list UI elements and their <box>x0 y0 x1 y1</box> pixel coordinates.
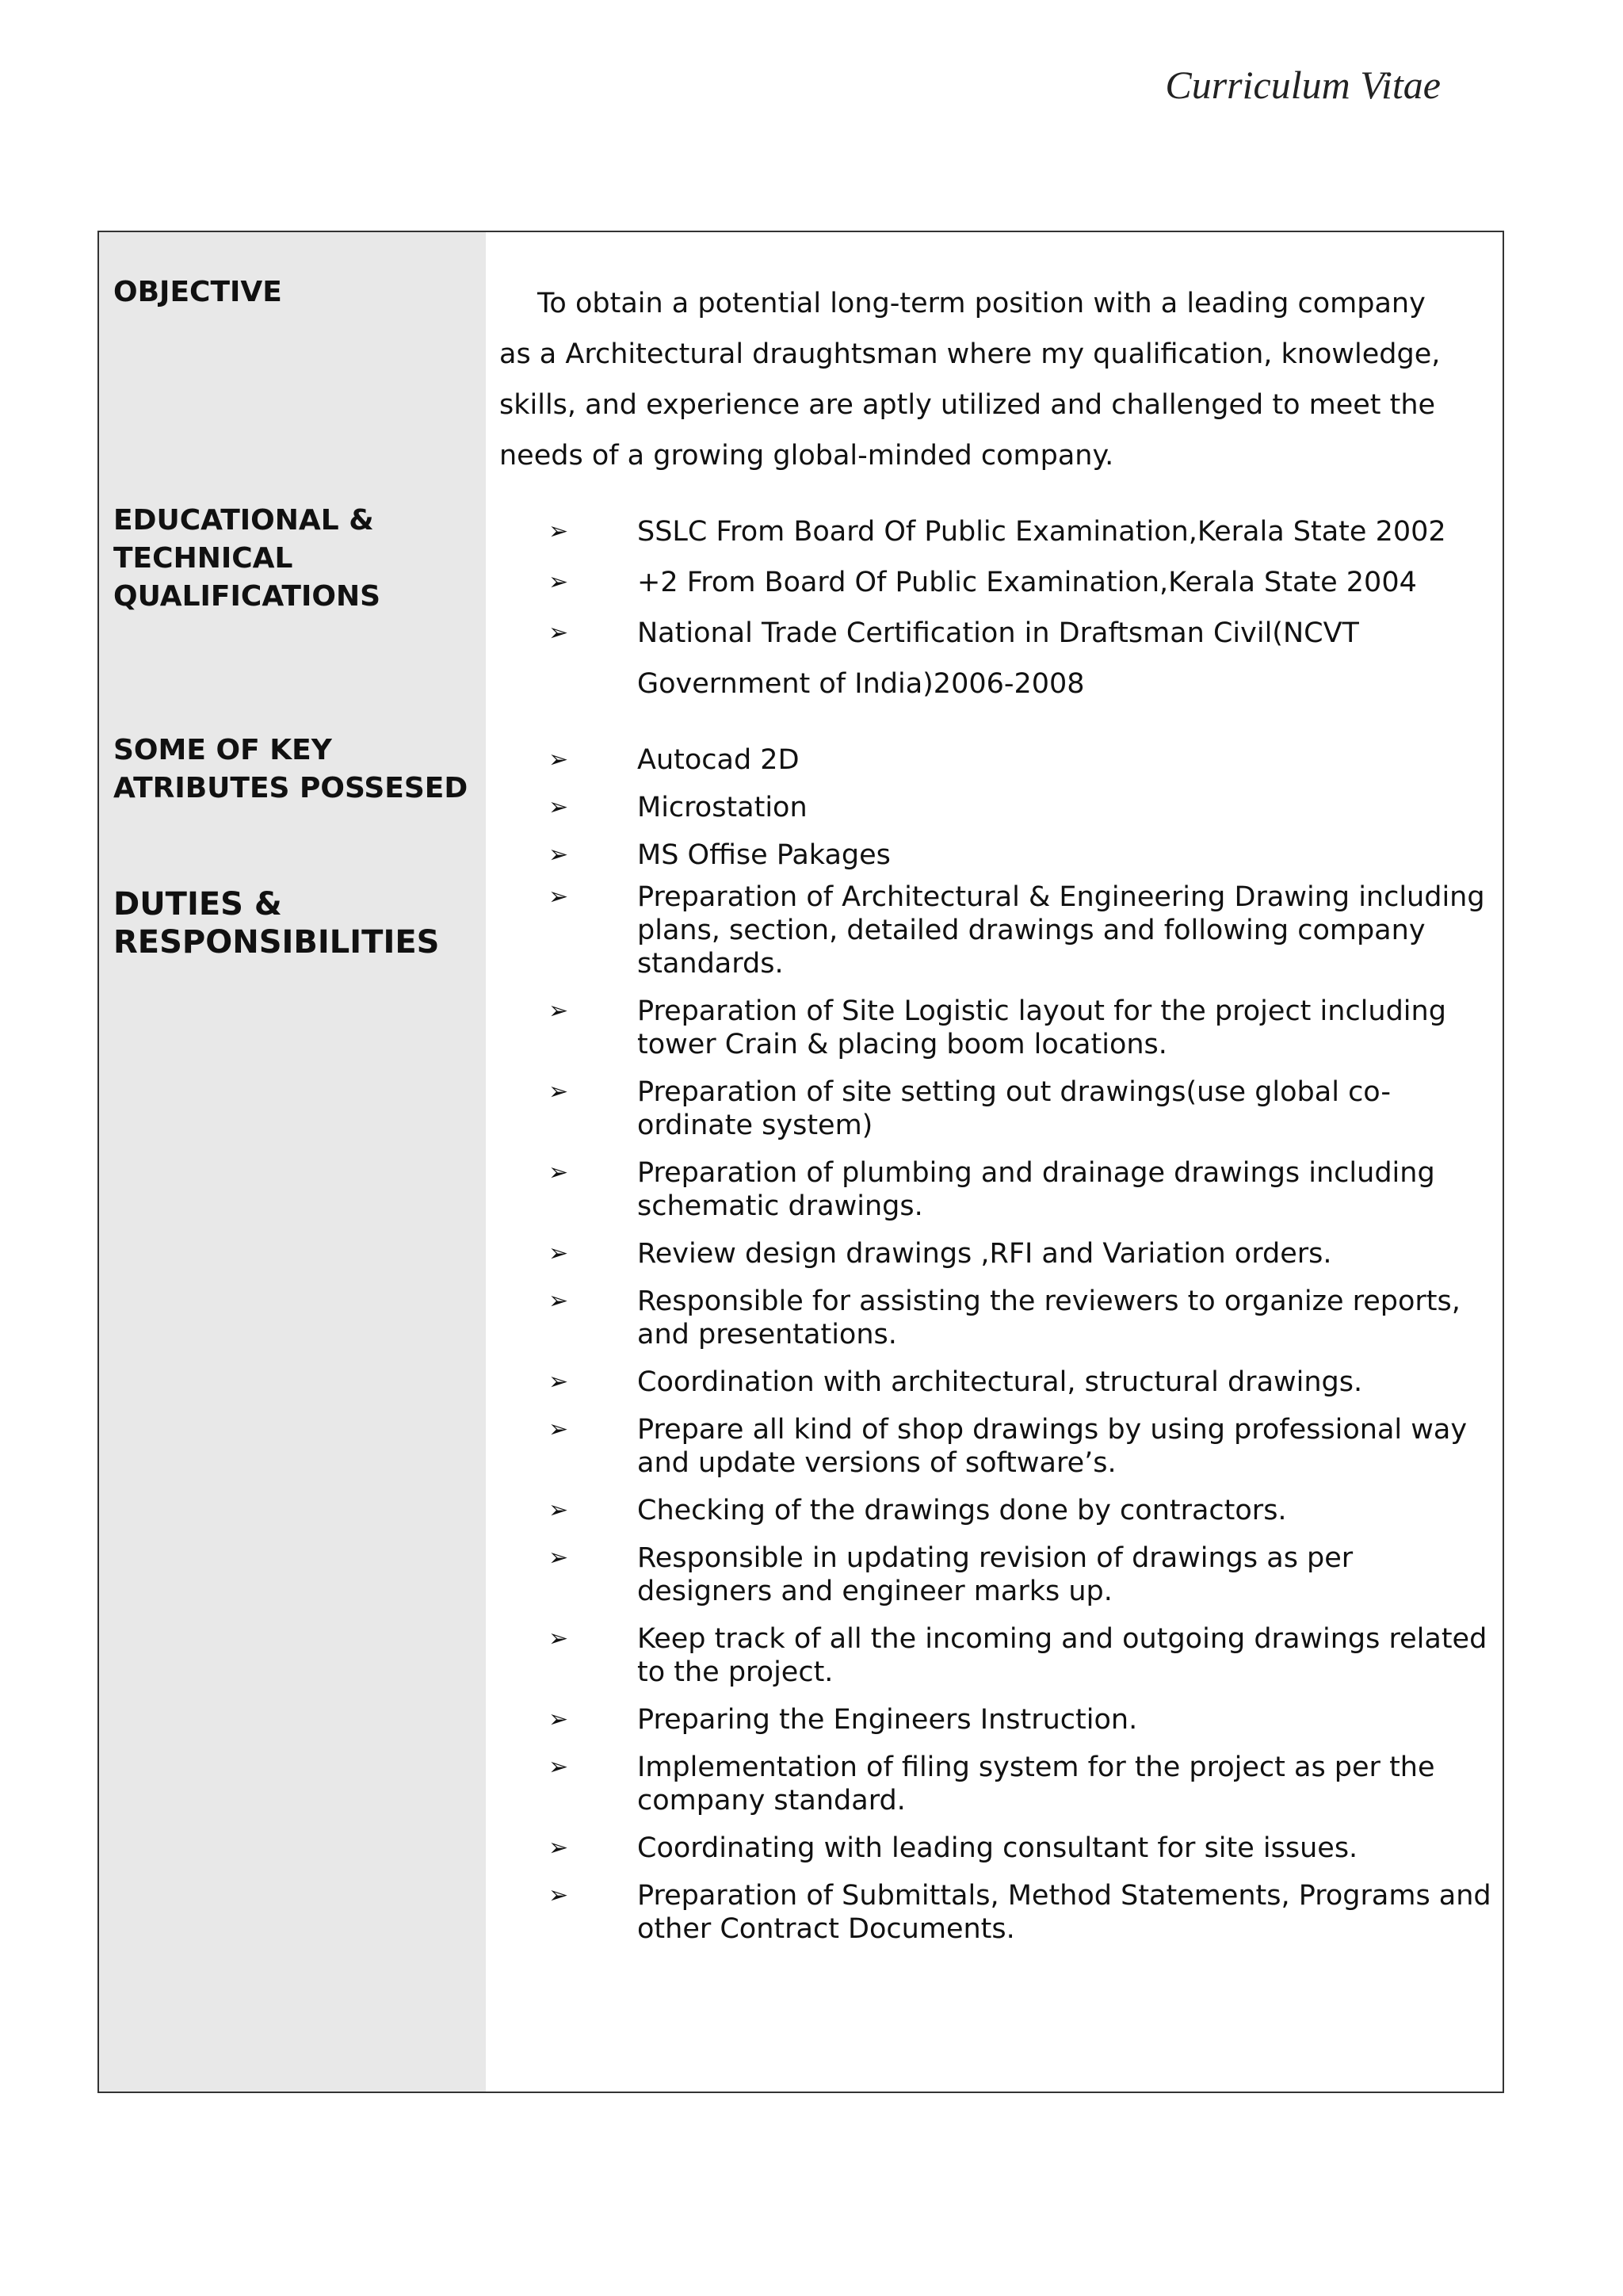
arrow-bullet-icon: ➢ <box>548 1881 569 1909</box>
list-item: ➢ Keep track of all the incoming and outgoing drawings related to the project. <box>548 1623 1487 1688</box>
arrow-bullet-icon: ➢ <box>548 1415 569 1443</box>
duties-heading-line: DUTIES & <box>113 886 282 923</box>
list-item: ➢ Prepare all kind of shop drawings by using professional way and update versions of software’s. <box>548 1414 1468 1479</box>
list-item: ➢ Microstation <box>548 784 1491 831</box>
list-item: ➢ Preparation of site setting out drawings(use global co-ordinate system) <box>548 1076 1391 1141</box>
objective-heading: OBJECTIVE <box>113 276 282 308</box>
cv-table <box>97 231 1504 2093</box>
list-item: ➢ Coordinating with leading consultant for site issues. <box>548 1832 1358 1864</box>
list-item: ➢ +2 From Board Of Public Examination,Kerala State 2004 <box>548 557 1491 608</box>
list-item: ➢ Preparation of plumbing and drainage drawings including schematic drawings. <box>548 1157 1435 1222</box>
list-item: ➢ Implementation of filing system for the project as per the company standard. <box>548 1752 1435 1817</box>
attributes-heading-line: ATRIBUTES POSSESED <box>113 772 468 804</box>
list-item: ➢ Autocad 2D <box>548 736 1491 784</box>
list-item: ➢ Responsible in updating revision of drawings as per designers and engineer marks up. <box>548 1542 1354 1607</box>
arrow-bullet-icon: ➢ <box>548 1834 569 1862</box>
education-list <box>548 506 1491 709</box>
list-item: ➢ Checking of the drawings done by contractors. <box>548 1495 1287 1526</box>
list-item: ➢ MS Offise Pakages <box>548 831 1491 879</box>
education-heading-line: TECHNICAL <box>113 542 293 575</box>
arrow-bullet-icon: ➢ <box>548 1368 569 1396</box>
attributes-heading-line: SOME OF KEY <box>113 734 332 766</box>
list-item: ➢ Responsible for assisting the reviewers to organize reports, and presentations. <box>548 1286 1461 1350</box>
education-heading-line: QUALIFICATIONS <box>113 580 381 613</box>
page-header-title: Curriculum Vitae <box>1165 63 1441 107</box>
arrow-bullet-icon: ➢ <box>548 746 569 774</box>
education-heading <box>113 502 380 616</box>
arrow-bullet-icon: ➢ <box>548 1706 569 1733</box>
arrow-bullet-icon: ➢ <box>548 883 569 911</box>
list-item: ➢ Preparation of Architectural & Engineering Drawing including plans, section, detailed drawings and following company standards. <box>548 881 1485 980</box>
list-item: ➢ National Trade Certification in Draftsman Civil(NCVT Government of India)2006-2008 <box>548 608 1491 709</box>
list-item: ➢ Preparation of Submittals, Method Statements, Programs and other Contract Documents. <box>548 1880 1491 1945</box>
education-heading-line: EDUCATIONAL & <box>113 504 374 537</box>
arrow-bullet-icon: ➢ <box>548 1078 569 1106</box>
list-item: ➢ Preparation of Site Logistic layout for the project including tower Crain & placing boom locations. <box>548 995 1446 1060</box>
arrow-bullet-icon: ➢ <box>548 1287 569 1315</box>
arrow-bullet-icon: ➢ <box>548 1496 569 1524</box>
arrow-bullet-icon: ➢ <box>548 1753 569 1781</box>
duties-list <box>548 881 1491 1960</box>
duties-heading <box>113 885 439 961</box>
attributes-list <box>548 736 1491 879</box>
arrow-bullet-icon: ➢ <box>548 1625 569 1652</box>
arrow-bullet-icon: ➢ <box>548 1544 569 1572</box>
arrow-bullet-icon: ➢ <box>548 568 569 596</box>
list-item: ➢ Coordination with architectural, structural drawings. <box>548 1366 1363 1398</box>
arrow-bullet-icon: ➢ <box>548 1159 569 1186</box>
arrow-bullet-icon: ➢ <box>548 841 569 869</box>
attributes-heading <box>113 732 468 808</box>
arrow-bullet-icon: ➢ <box>548 619 569 647</box>
duties-heading-line: RESPONSIBILITIES <box>113 924 440 961</box>
list-item: ➢ SSLC From Board Of Public Examination,Kerala State 2002 <box>548 506 1491 557</box>
arrow-bullet-icon: ➢ <box>548 997 569 1025</box>
objective-text: To obtain a potential long-term position with a leading company as a Architectural draughtsman where my qualification, knowledge, skills, and experience are aptly utilized and challenged to meet the needs of a growing global-minded company. <box>499 288 1441 472</box>
list-item: ➢ Preparing the Engineers Instruction. <box>548 1704 1138 1736</box>
list-item: ➢ Review design drawings ,RFI and Variation orders. <box>548 1238 1332 1270</box>
arrow-bullet-icon: ➢ <box>548 1240 569 1267</box>
arrow-bullet-icon: ➢ <box>548 518 569 545</box>
arrow-bullet-icon: ➢ <box>548 793 569 821</box>
